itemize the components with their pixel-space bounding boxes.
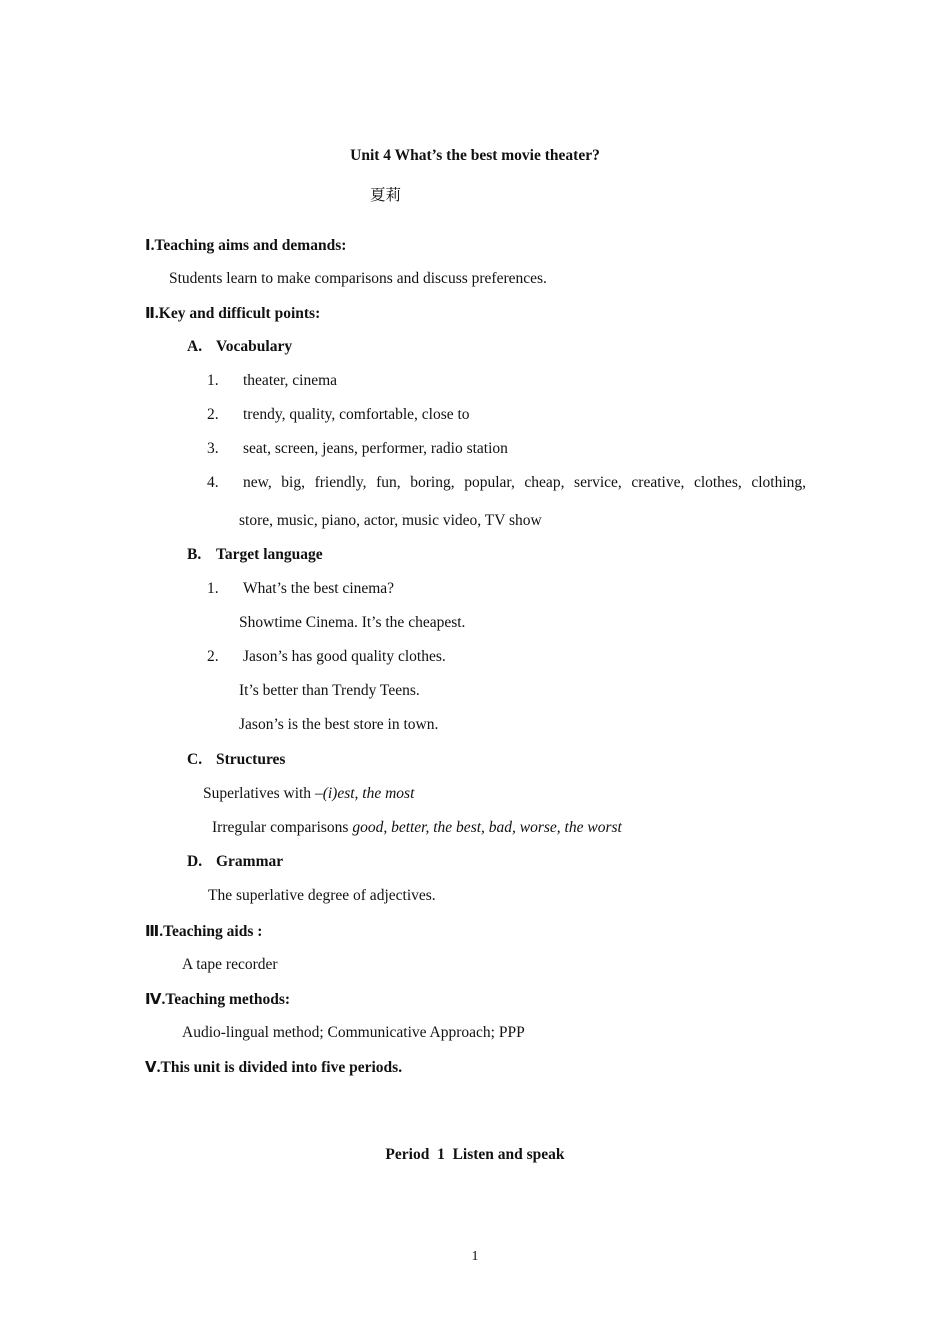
section-4-numeral: Ⅳ [145, 990, 162, 1008]
subsection-b-heading [187, 545, 323, 565]
subsection-b-label: B. [187, 546, 202, 563]
vocab-item-text: new, big, friendly, fun, boring, popular, cheap, service, creative, clothes, clothing, [243, 474, 806, 491]
section-5-heading [145, 1057, 402, 1078]
structure-line-irregular [212, 818, 622, 838]
vocab-item-number: 1. [207, 372, 219, 389]
section-1-numeral: Ⅰ [145, 236, 151, 254]
section-4-title: .Teaching methods: [161, 991, 291, 1008]
vocab-item-continuation: store, music, piano, actor, music video, TV show [239, 512, 542, 529]
subsection-c-heading [187, 750, 286, 770]
page-number: 1 [471, 1249, 479, 1264]
structure-label: Irregular comparisons [212, 819, 353, 836]
subsection-a-title: Vocabulary [216, 338, 293, 355]
target-item-sentence: Jason’s is the best store in town. [239, 716, 439, 733]
section-3-numeral: Ⅲ [145, 922, 160, 940]
subsection-c-title: Structures [216, 751, 286, 768]
structure-label: Superlatives with [203, 785, 315, 802]
section-2-title: .Key and difficult points: [154, 305, 321, 322]
section-3-title: .Teaching aids : [159, 923, 263, 940]
subsection-a-label: A. [187, 338, 203, 355]
structure-example: –(i)est, the most [314, 785, 415, 802]
section-4-body: Audio-lingual method; Communicative Approach; PPP [182, 1024, 525, 1041]
subsection-d-label: D. [187, 853, 203, 870]
target-item-sentence: It’s better than Trendy Teens. [239, 682, 420, 699]
section-1-body: Students learn to make comparisons and discuss preferences. [169, 270, 547, 287]
section-1-heading [145, 235, 346, 256]
vocab-item-number: 2. [207, 406, 219, 423]
grammar-body: The superlative degree of adjectives. [208, 887, 436, 904]
subsection-d-title: Grammar [216, 853, 284, 870]
vocab-item-text: seat, screen, jeans, performer, radio station [243, 440, 508, 457]
subsection-b-title: Target language [216, 546, 323, 563]
period-heading: Period 1 Listen and speak [385, 1146, 565, 1163]
structure-example: good, better, the best, bad, worse, the worst [352, 819, 622, 836]
subsection-a-heading [187, 337, 293, 357]
section-4-heading [145, 989, 290, 1010]
subsection-c-label: C. [187, 751, 203, 768]
vocab-item-text: trendy, quality, comfortable, close to [243, 406, 470, 423]
target-item-question: What’s the best cinema? [243, 580, 395, 597]
target-item-number: 2. [207, 648, 219, 665]
author-name: 夏莉 [370, 186, 402, 204]
vocab-item-number: 3. [207, 440, 219, 457]
section-2-heading [145, 303, 320, 324]
vocab-item-text: theater, cinema [243, 372, 338, 389]
section-3-heading [145, 921, 262, 942]
target-item-sentence: Jason’s has good quality clothes. [243, 648, 446, 665]
section-5-numeral: Ⅴ [145, 1058, 157, 1076]
page-title: Unit 4 What’s the best movie theater? [350, 147, 600, 164]
target-item-number: 1. [207, 580, 219, 597]
section-1-title: .Teaching aims and demands: [150, 237, 347, 254]
target-item-answer: Showtime Cinema. It’s the cheapest. [239, 614, 466, 631]
structure-line-superlatives [203, 784, 414, 804]
vocab-item-number: 4. [207, 474, 219, 491]
section-5-title: .This unit is divided into five periods. [156, 1059, 403, 1076]
subsection-d-heading [187, 852, 284, 872]
section-3-body: A tape recorder [182, 956, 278, 973]
section-2-numeral: Ⅱ [145, 304, 155, 322]
